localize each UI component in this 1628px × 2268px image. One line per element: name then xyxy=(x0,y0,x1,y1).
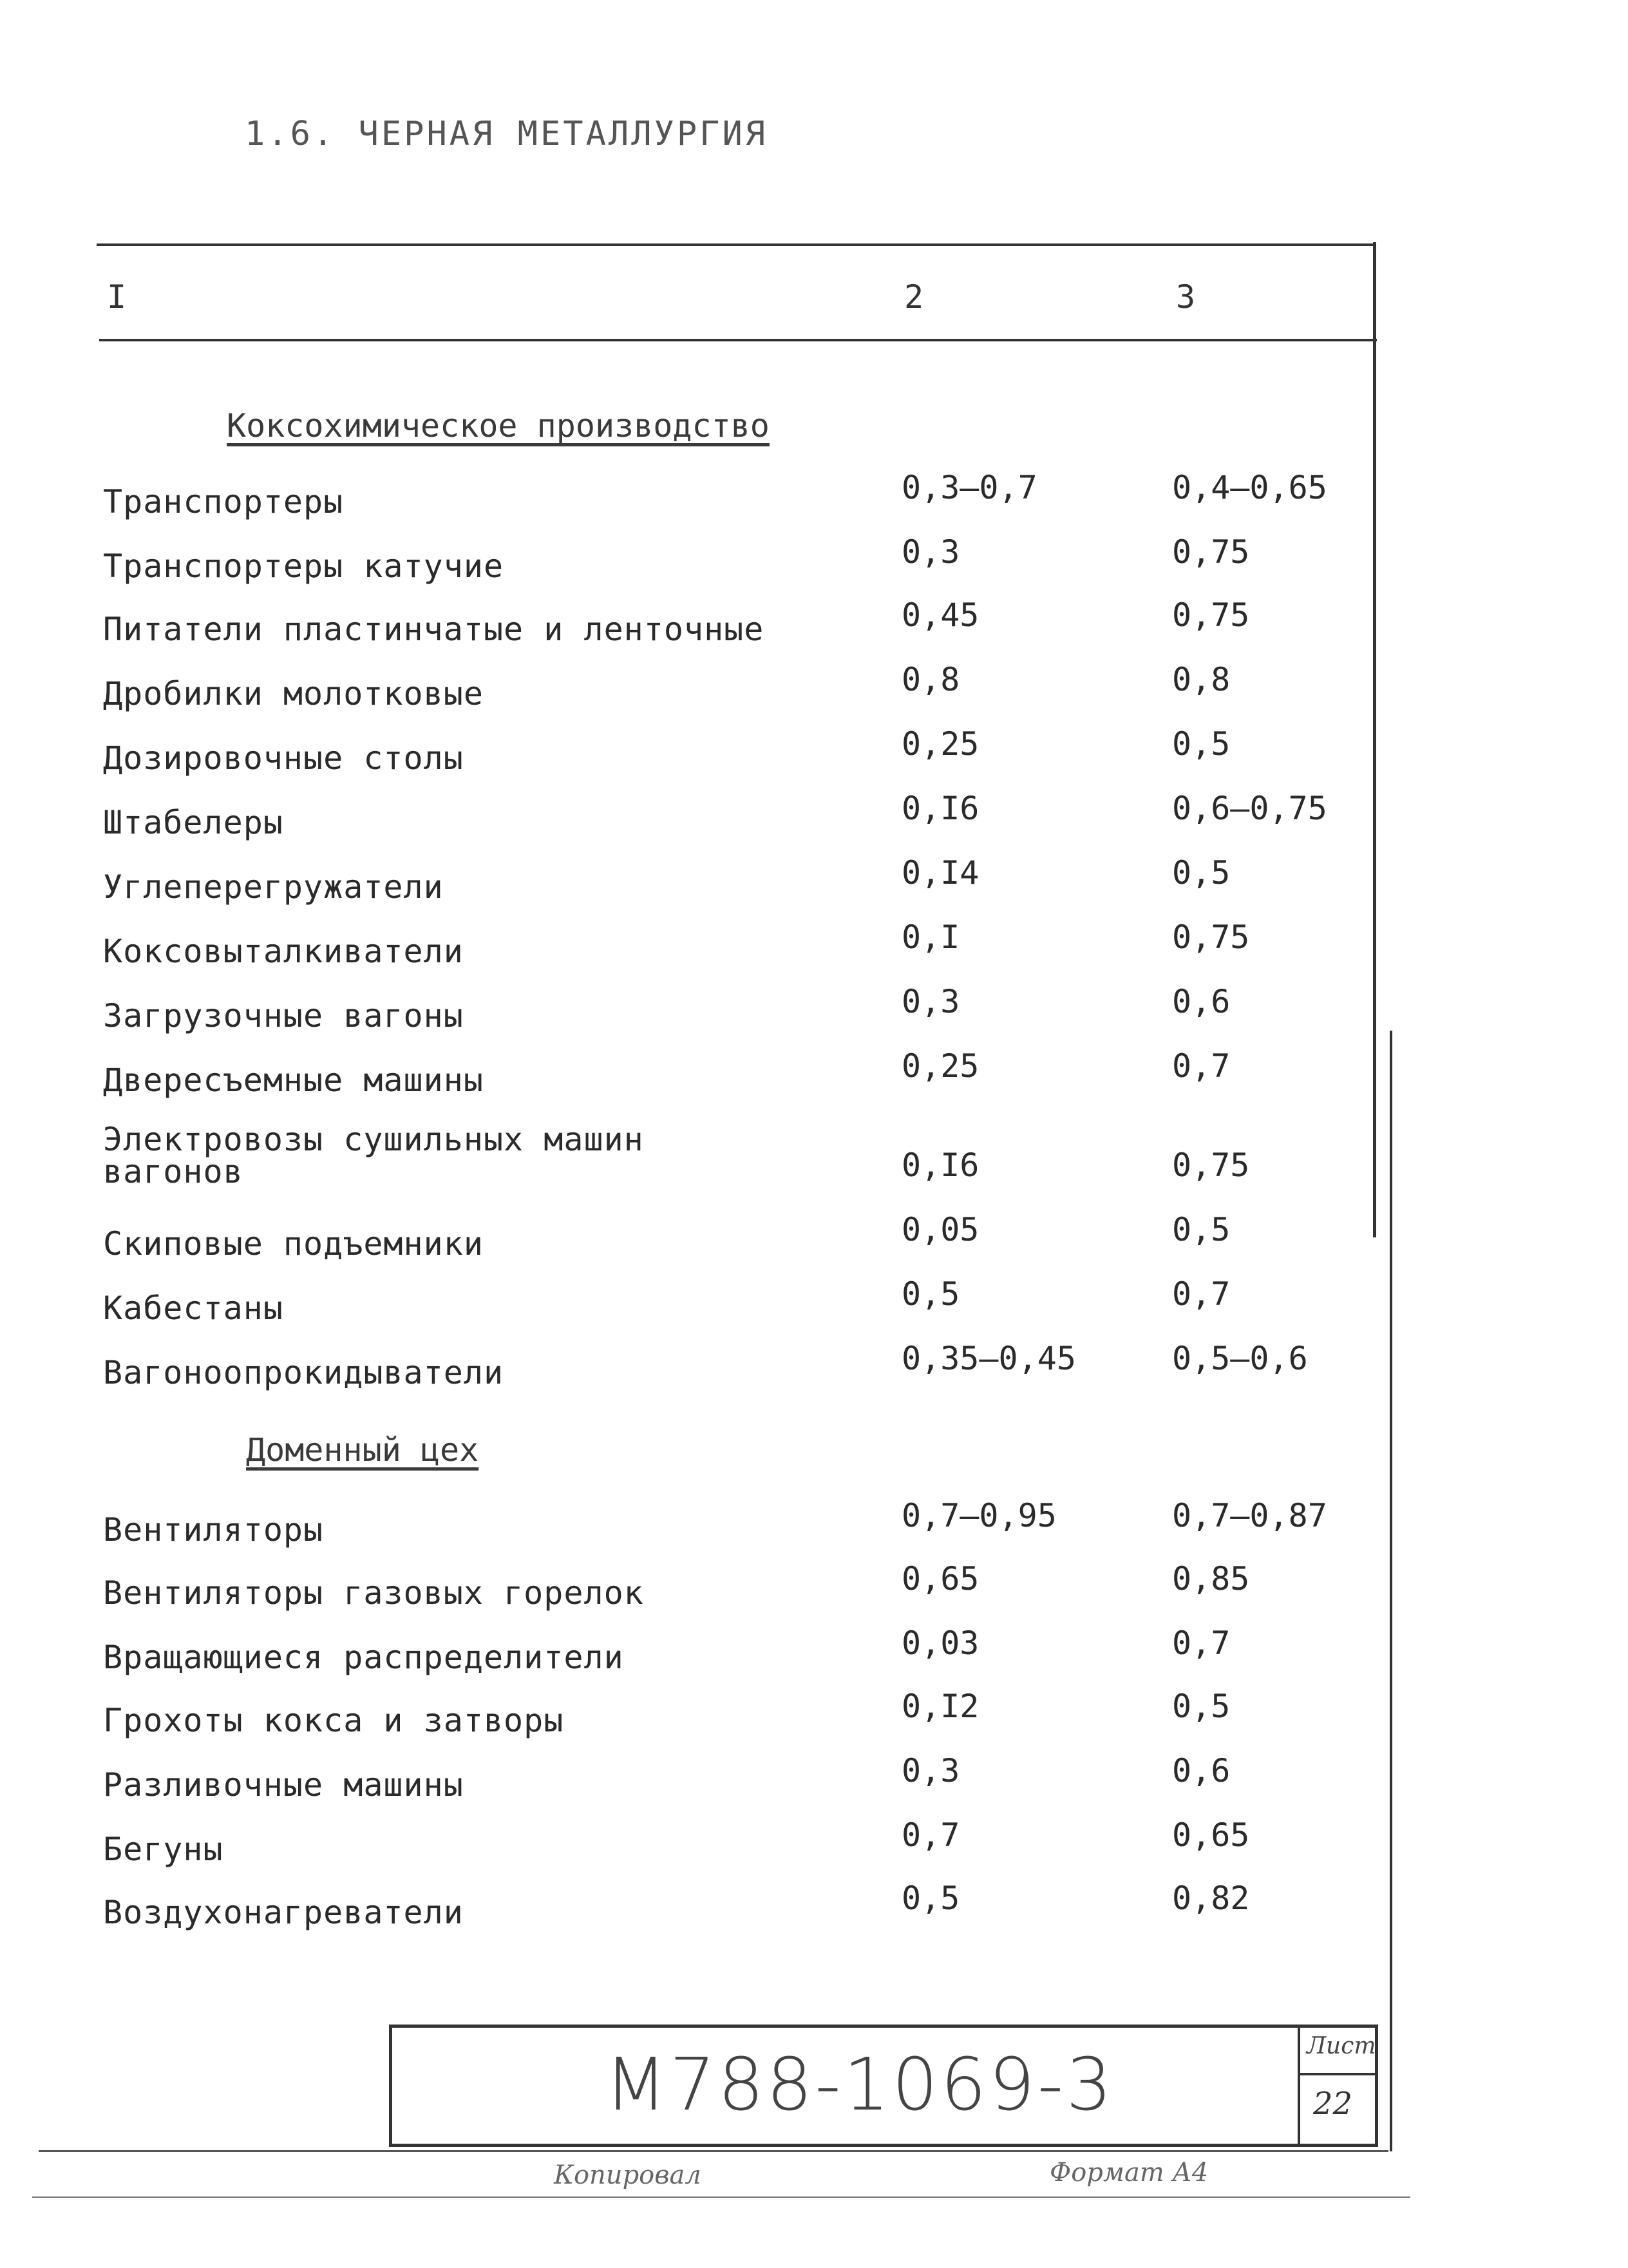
table-row xyxy=(103,983,1365,1034)
row-name: Штабелеры xyxy=(103,804,283,841)
row-value-col2: 0,I xyxy=(902,919,960,956)
sheet-box xyxy=(1298,2028,1375,2144)
table-row xyxy=(103,1625,1365,1676)
row-name-continued: вагонов xyxy=(103,1153,243,1190)
table-row xyxy=(103,1121,1365,1198)
section-title-blast-furnace: Доменный цех xyxy=(246,1431,479,1469)
row-value-col2: 0,45 xyxy=(902,596,980,634)
table-row xyxy=(103,1340,1365,1391)
table-row xyxy=(103,533,1365,585)
table-right-rule xyxy=(1373,242,1376,1237)
row-value-col3: 0,75 xyxy=(1172,1147,1250,1184)
sheet-divider xyxy=(1300,2073,1375,2075)
row-name: Электровозы сушильных машин xyxy=(103,1121,644,1158)
row-value-col2: 0,03 xyxy=(902,1625,980,1662)
row-value-col3: 0,7 xyxy=(1172,1275,1231,1313)
table-row xyxy=(103,790,1365,841)
row-name: Двересъемные машины xyxy=(103,1062,484,1099)
row-value-col2: 0,7 xyxy=(902,1816,960,1854)
table-row xyxy=(103,854,1365,906)
table-row xyxy=(103,1688,1365,1739)
table-top-rule xyxy=(97,243,1376,246)
footer-copied-by: Копировал xyxy=(554,2160,701,2190)
row-value-col3: 0,5 xyxy=(1172,725,1231,763)
row-value-col3: 0,7 xyxy=(1172,1625,1231,1662)
row-name: Транспортеры xyxy=(103,483,344,520)
row-name: Разливочные машины xyxy=(103,1766,464,1804)
page-title: 1.6. ЧЕРНАЯ МЕТАЛЛУРГИЯ xyxy=(245,115,768,153)
row-value-col2: 0,5 xyxy=(902,1275,960,1313)
row-name: Кабестаны xyxy=(103,1290,283,1327)
row-value-col3: 0,6 xyxy=(1172,1752,1231,1789)
row-value-col3: 0,5 xyxy=(1172,1688,1231,1725)
row-value-col3: 0,75 xyxy=(1172,596,1250,634)
row-name: Вращающиеся распределители xyxy=(103,1639,624,1676)
row-name: Питатели пластинчатые и ленточные xyxy=(103,611,764,648)
table-row xyxy=(103,919,1365,970)
row-name: Транспортеры катучие xyxy=(103,548,504,585)
row-value-col2: 0,3 xyxy=(902,533,960,571)
column-header-2: 2 xyxy=(904,278,924,316)
row-value-col3: 0,4–0,65 xyxy=(1172,469,1327,506)
row-value-col3: 0,75 xyxy=(1172,533,1250,571)
row-value-col3: 0,75 xyxy=(1172,919,1250,956)
row-name: Загрузочные вагоны xyxy=(103,997,464,1034)
row-value-col2: 0,I6 xyxy=(902,1147,980,1184)
row-value-col3: 0,5 xyxy=(1172,1211,1231,1248)
row-value-col2: 0,7–0,95 xyxy=(902,1497,1057,1534)
row-value-col2: 0,3 xyxy=(902,1752,960,1789)
row-value-col2: 0,25 xyxy=(902,725,980,763)
footer-format: Формат А4 xyxy=(1050,2158,1209,2187)
row-name: Вагоноопрокидыватели xyxy=(103,1354,504,1391)
row-value-col3: 0,7–0,87 xyxy=(1172,1497,1327,1534)
header-bottom-rule xyxy=(99,339,1377,341)
row-value-col2: 0,8 xyxy=(902,661,960,698)
table-row xyxy=(103,1047,1365,1099)
table-row xyxy=(103,1497,1365,1549)
row-value-col2: 0,3 xyxy=(902,983,960,1020)
table-row xyxy=(103,661,1365,712)
table-row xyxy=(103,1816,1365,1868)
row-name: Скиповые подъемники xyxy=(103,1225,484,1263)
row-value-col2: 0,05 xyxy=(902,1211,980,1248)
row-name: Воздухонагреватели xyxy=(103,1894,464,1931)
row-value-col2: 0,3–0,7 xyxy=(902,469,1037,506)
table-row xyxy=(103,1211,1365,1263)
row-name: Вентиляторы xyxy=(103,1511,324,1549)
row-value-col2: 0,I2 xyxy=(902,1688,980,1725)
row-value-col3: 0,85 xyxy=(1172,1560,1250,1597)
table-row xyxy=(103,1752,1365,1804)
column-header-3: 3 xyxy=(1176,278,1196,316)
row-name: Дробилки молотковые xyxy=(103,675,484,712)
row-value-col3: 0,5 xyxy=(1172,854,1231,891)
sheet-label: Лист xyxy=(1307,2033,1376,2059)
row-value-col3: 0,7 xyxy=(1172,1047,1231,1085)
row-name: Вентиляторы газовых горелок xyxy=(103,1574,644,1612)
table-row xyxy=(103,469,1365,520)
row-value-col2: 0,I6 xyxy=(902,790,980,827)
row-value-col3: 0,8 xyxy=(1172,661,1231,698)
row-value-col2: 0,5 xyxy=(902,1880,960,1917)
row-value-col3: 0,5–0,6 xyxy=(1172,1340,1308,1377)
row-name: Грохоты кокса и затворы xyxy=(103,1702,564,1739)
table-row xyxy=(103,1880,1365,1931)
row-value-col2: 0,25 xyxy=(902,1047,980,1085)
row-name: Бегуны xyxy=(103,1831,223,1868)
row-value-col2: 0,65 xyxy=(902,1560,980,1597)
section-title-coke: Коксохимическое производство xyxy=(227,407,770,444)
row-name: Дозировочные столы xyxy=(103,739,464,777)
document-code: М788-1069-3 xyxy=(605,2043,1115,2127)
table-row xyxy=(103,1560,1365,1612)
row-value-col3: 0,65 xyxy=(1172,1816,1250,1854)
row-name: Коксовыталкиватели xyxy=(103,933,464,970)
bottom-rule xyxy=(39,2150,1388,2152)
sheet-number: 22 xyxy=(1313,2086,1353,2122)
row-value-col3: 0,82 xyxy=(1172,1880,1250,1917)
row-value-col2: 0,I4 xyxy=(902,854,980,891)
row-name: Углеперегружатели xyxy=(103,868,444,906)
row-value-col2: 0,35–0,45 xyxy=(902,1340,1076,1377)
row-value-col3: 0,6–0,75 xyxy=(1172,790,1327,827)
row-value-col3: 0,6 xyxy=(1172,983,1231,1020)
table-row xyxy=(103,596,1365,648)
table-row xyxy=(103,725,1365,777)
table-row xyxy=(103,1275,1365,1327)
column-header-1: I xyxy=(107,278,127,316)
title-block-stamp xyxy=(389,2025,1378,2147)
table-right-rule-lower xyxy=(1390,1031,1392,2151)
footer-rule xyxy=(32,2197,1410,2198)
